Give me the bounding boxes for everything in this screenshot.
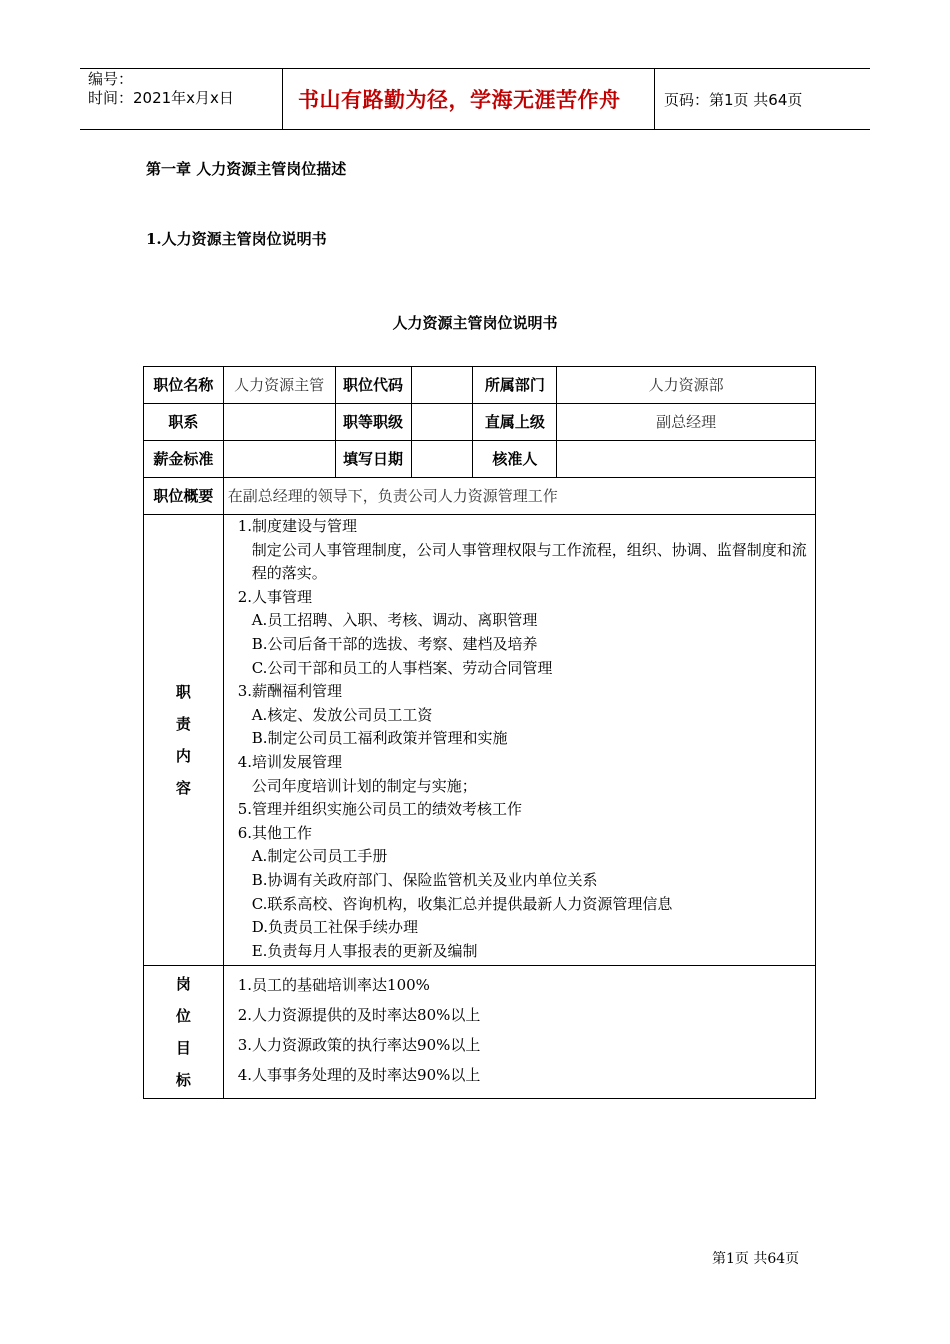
position-code-label: 职位代码 [335, 367, 411, 404]
duties-label-text: 职责内容 [175, 683, 191, 798]
header-divider [282, 68, 283, 129]
position-code-value [411, 367, 473, 404]
page-footer: 第1页 共64页 [712, 1251, 800, 1267]
list-item: E.负责每月人事报表的更新及编制 [251, 941, 478, 960]
list-item: 2.人事管理 [237, 587, 313, 606]
approver-value [557, 441, 816, 478]
list-item: 3.人力资源政策的执行率达90%以上 [237, 1036, 481, 1055]
list-item: 公司年度培训计划的制定与实施； [251, 776, 477, 795]
department-value: 人力资源部 [557, 367, 816, 404]
table-title: 人力资源主管岗位说明书 [392, 314, 558, 332]
doc-time-label: 时间：2021年x月x日 [88, 89, 234, 107]
table-row [144, 367, 816, 404]
table-row [144, 966, 816, 1099]
job-grade-label: 职等职级 [335, 404, 411, 441]
list-item: A.核定、发放公司员工工资 [251, 705, 433, 724]
list-item: 6.其他工作 [237, 823, 313, 842]
header-top-rule [80, 68, 870, 69]
direct-supervisor-label: 直属上级 [473, 404, 557, 441]
list-item: 制定公司人事管理制度，公司人事管理权限与工作流程，组织、协调、监督制度和流程的落实。 [251, 540, 807, 583]
duties-content [223, 515, 815, 966]
summary-value: 在副总经理的领导下，负责公司人力资源管理工作 [223, 478, 815, 515]
list-item: 2.人力资源提供的及时率达80%以上 [237, 1006, 481, 1025]
header-page-label: 页码：第1页 共64页 [664, 91, 803, 109]
list-item: B.协调有关政府部门、保险监管机关及业内单位关系 [251, 870, 598, 889]
list-item: 1.员工的基础培训率达100% [237, 976, 430, 995]
list-item: C.公司干部和员工的人事档案、劳动合同管理 [251, 658, 553, 677]
targets-content [223, 966, 815, 1099]
fill-date-label: 填写日期 [335, 441, 411, 478]
approver-label: 核准人 [473, 441, 557, 478]
list-item: 1.制度建设与管理 [237, 517, 358, 535]
table-row [144, 478, 816, 515]
list-item: B.制定公司员工福利政策并管理和实施 [251, 729, 508, 748]
section-title: 1.人力资源主管岗位说明书 [146, 230, 327, 248]
doc-number-label: 编号： [88, 70, 134, 88]
list-item: D.负责员工社保手续办理 [251, 918, 418, 937]
header-motto: 书山有路勤为径，学海无涯苦作舟 [298, 88, 621, 112]
list-item: 4.人事事务处理的及时率达90%以上 [237, 1066, 481, 1085]
direct-supervisor-value: 副总经理 [557, 404, 816, 441]
list-item: 3.薪酬福利管理 [237, 682, 343, 701]
chapter-title: 第一章 人力资源主管岗位描述 [146, 160, 347, 178]
header-divider [654, 68, 655, 129]
table-row [144, 441, 816, 478]
list-item: 5.管理并组织实施公司员工的绩效考核工作 [237, 800, 523, 819]
job-family-value [223, 404, 335, 441]
job-description-table [143, 366, 816, 1099]
list-item: 4.培训发展管理 [237, 752, 343, 771]
list-item: B.公司后备干部的选拔、考察、建档及培养 [251, 634, 538, 653]
targets-label [144, 966, 224, 1099]
department-label: 所属部门 [473, 367, 557, 404]
position-name-label: 职位名称 [144, 367, 224, 404]
targets-label-text: 岗位目标 [175, 975, 191, 1090]
job-grade-value [411, 404, 473, 441]
job-family-label: 职系 [144, 404, 224, 441]
list-item: A.员工招聘、入职、考核、调动、离职管理 [251, 611, 538, 630]
list-item: A.制定公司员工手册 [251, 847, 388, 866]
summary-label: 职位概要 [144, 478, 224, 515]
table-row [144, 404, 816, 441]
salary-standard-value [223, 441, 335, 478]
table-row [144, 515, 816, 966]
salary-standard-label: 薪金标准 [144, 441, 224, 478]
header-bottom-rule [80, 129, 870, 130]
fill-date-value [411, 441, 473, 478]
list-item: C.联系高校、咨询机构，收集汇总并提供最新人力资源管理信息 [251, 894, 673, 913]
duties-label [144, 515, 224, 966]
position-name-value: 人力资源主管 [223, 367, 335, 404]
header-meta [88, 70, 234, 108]
